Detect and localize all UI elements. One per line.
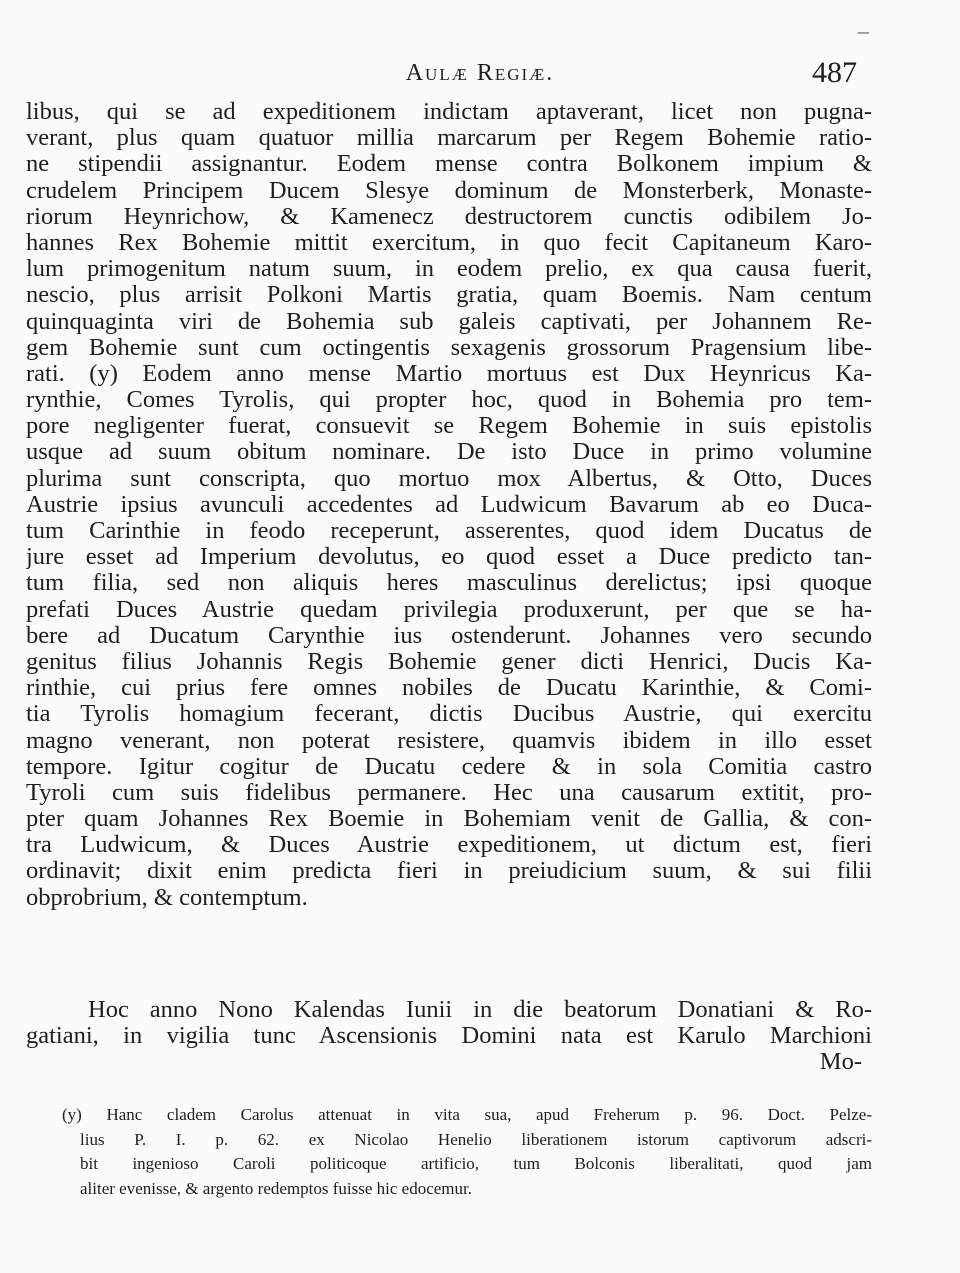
footnote-line: (y) Hanc cladem Carolus attenuat in vita sua, apud Freherum p. 96. Doct. Pelze- [62, 1105, 872, 1124]
text-line: gem Bohemie sunt cum octingentis sexagenis grossorum Pragensium libe- [26, 334, 872, 361]
text-line: pter quam Johannes Rex Boemie in Bohemiam venit de Gallia, & con- [26, 806, 872, 833]
text-line: pore negligenter fuerat, consuevit se Regem Bohemie in suis epistolis [26, 413, 872, 440]
footnote-line: lius P. I. p. 62. ex Nicolao Henelio liberationem istorum captivorum adscri- [80, 1129, 872, 1149]
text-line: tum Carinthie in feodo receperunt, asserentes, quod idem Ducatus de [26, 518, 872, 544]
text-line: gatiani, in vigilia tunc Ascensionis Domini nata est Karulo Marchioni [26, 1023, 872, 1050]
footnote [62, 1103, 872, 1201]
running-title: Aulæ Regiæ. [405, 60, 555, 86]
second-paragraph [26, 997, 872, 1076]
footnote-line: bit ingenioso Caroli politicoque artificio, tum Bolconis liberalitati, quod jam [80, 1154, 872, 1173]
text-line: obprobrium, & contemptum. [26, 884, 308, 911]
text-line: plurima sunt conscripta, quo mortuo mox Albertus, & Otto, Duces [26, 465, 872, 492]
text-line: magno venerant, non poterat resistere, quamvis ibidem in illo esset [26, 727, 872, 754]
footnote-line: aliter evenisse, & argento redemptos fuisse hic edocemur. [80, 1178, 472, 1198]
text-line: tum filia, sed non aliquis heres masculinus derelictus; ipsi quoque [26, 570, 872, 597]
text-line: Tyroli cum suis fidelibus permanere. Hec una causarum extitit, pro- [26, 779, 872, 806]
text-line: rati. (y) Eodem anno mense Martio mortuus est Dux Heynricus Ka- [26, 360, 872, 387]
text-line: bere ad Ducatum Carynthie ius ostenderunt. Johannes vero secundo [26, 622, 872, 649]
text-line: libus, qui se ad expeditionem indictam aptaverant, licet non pugna- [26, 99, 872, 125]
text-line: lum primogenitum natum suum, in eodem prelio, ex qua causa fuerit, [26, 256, 872, 283]
text-line: rynthie, Comes Tyrolis, qui propter hoc, quod in Bohemia pro tem- [26, 387, 872, 414]
main-paragraph [26, 99, 872, 911]
text-line: hannes Rex Bohemie mittit exercitum, in quo fecit Capitaneum Karo- [26, 229, 872, 256]
text-line: Austrie ipsius avunculi accedentes ad Ludwicum Bavarum ab eo Duca- [26, 491, 872, 518]
text-line: crudelem Principem Ducem Slesye dominum de Monsterberk, Monaste- [26, 177, 872, 204]
text-line: ordinavit; dixit enim predicta fieri in preiudicium suum, & sui filii [26, 858, 872, 885]
corner-mark: – [858, 18, 869, 43]
text-line: jure esset ad Imperium devolutus, eo quod esset a Duce predicto tan- [26, 544, 872, 571]
text-line: quinquaginta viri de Bohemia sub galeis captivati, per Johannem Re- [26, 308, 872, 335]
running-head [0, 56, 960, 96]
catchword: Mo- [819, 1049, 862, 1076]
text-line: prefati Duces Austrie quedam privilegia produxerunt, per que se ha- [26, 596, 872, 623]
text-line: ne stipendii assignantur. Eodem mense contra Bolkonem impium & [26, 151, 872, 178]
text-line: Hoc anno Nono Kalendas Iunii in die beatorum Donatiani & Ro- [88, 997, 872, 1023]
text-line: riorum Heynrichow, & Kamenecz destructorem cunctis odibilem Jo- [26, 203, 872, 230]
text-line: genitus filius Johannis Regis Bohemie gener dicti Henrici, Ducis Ka- [26, 648, 872, 675]
text-line: tempore. Igitur cogitur de Ducatu cedere & in sola Comitia castro [26, 753, 872, 780]
text-line: rinthie, cui prius fere omnes nobiles de Ducatu Karinthie, & Comi- [26, 675, 872, 702]
text-line: tra Ludwicum, & Duces Austrie expeditionem, ut dictum est, fieri [26, 832, 872, 859]
text-line: verant, plus quam quatuor millia marcarum per Regem Bohemie ratio- [26, 125, 872, 152]
page-number: 487 [812, 56, 857, 89]
text-line: usque ad suum obitum nominare. De isto Duce in primo volumine [26, 439, 872, 466]
text-line: nescio, plus arrisit Polkoni Martis gratia, quam Boemis. Nam centum [26, 282, 872, 309]
text-line: tia Tyrolis homagium fecerant, dictis Ducibus Austrie, qui exercitu [26, 701, 872, 728]
